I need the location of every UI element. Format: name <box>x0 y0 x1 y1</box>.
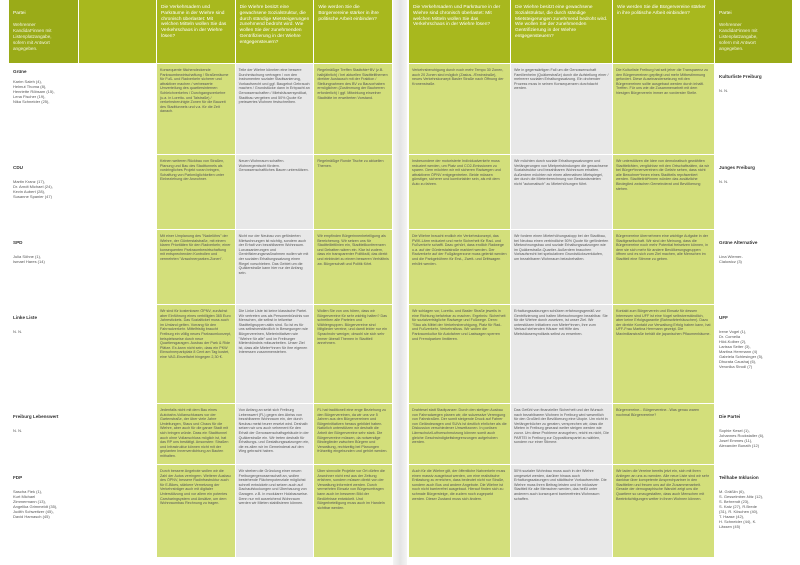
party-members: N. N. <box>13 328 23 334</box>
answer-gentrification: Von Anfang an setzt sich Freiburg Lebenswert (FL) gegen den Abriss von bezahlbarem Wohnraum ein, der durch Neubau meist teurer ersetzt wird. Deshalb setzen wir uns auch vehement für den Erhalt der Genossenschaftsgebäude in der Quäkerstraße ein. Wir treten deshalb für Erhaltungs- und Gestaltungssatzungen ein, die es allen wir im Gemeinderat auf den Weg gebracht haben. <box>235 404 314 464</box>
header-party-cell <box>714 0 792 63</box>
answer-gentrification: Das Gefühl von finanzieller Sicherheit und der Wunsch nach bezahlbarem Wohnen in Freiburg wird wesentlich für den Großteil der Bevölkerung eine Utopie. Um nicht in Verlängerbücher zu geraten, versprechen wir, dass die Mieten in Freiburg gewusst weiter steigen werden wie zuvor. Um diese Probleme anzugehen, reicht es nicht, Die PARTEI in Freiburg zur Oppositionspartei zu wählen, sondern nur einer Stimme. <box>510 404 612 464</box>
header-question-1: Die Verkehrsadern und Parkräume in der Wiehre sind chronisch überlastet: Mit welchen Mitteln wollen Sie das Verkehrschaos in der Wiehre lösen? <box>408 0 510 63</box>
header-party-subtitle: Wehrenner Kandidat*innen mit Listenplatzangabe, sofern mit Antwort angegeben. <box>719 22 758 51</box>
answer-citizens: Regelmäßige Runde Tische zu aktuellen Themen. <box>313 155 392 229</box>
party-cell <box>8 155 156 229</box>
party-cell <box>714 64 792 154</box>
answer-gentrification: 50% sozialer Wohnbau muss auch in der Wiehre umgesetzt werden, darüber hinaus auch Erhaltungssatzungen und städtische Vorkaufsrechte. Die Wiehre muss ihren Beitrag leisten und im inklusiver Stadtteil für alle Menschen werden, das heißt unter anderem auch konsequent barrierefreies Wohnraum schaffen. <box>510 465 612 557</box>
answer-citizens: Wir unterstützen die Idee von demokratisch gewählten Stadtteilräten, verglichbar mit den Ortschaftsräten, da wir bei Bürger*innenvereinen die Gefahr sehen, dass nicht alle Bewohner*innen eines Stadtteils repräsentiert werden. Stadtteilrät*innen würden das zusätzliche Bindeglied zwischen Gemeinderat und Bevölkerung stehen. <box>612 155 714 229</box>
answer-citizens: Kontakt zum Bürgerverein und Einsatz für dessen Interessen sind UFF ist eine Vogel selbstverständlich, aber keine Erfolgsgarantie (Bahnwärterhäuschen). Dazu der direkte Kontakt zur Verwaltung Erfolg haben kann, hat UFF-Frau Martina Herrmann gezeigt. Die Maximilianstraße behält die japanischen Pflaumenbäume. <box>612 305 714 403</box>
answer-citizens: Wollen Sie von uns hören, dass wir Bürgervereine für sehr wichtig halten? Das schreiben alle Parteien und Wählergruppen. Bürgervereine sind Mitglieder vereine, und damit leider nur ein Sprachrohr weniger, obwohl sie sich sehr immer überall Themen in Stadtteil annehmen. <box>313 305 392 403</box>
answer-gentrification: Wir streben die Gründung einer neuen Freiburgergenossenschaft an, wollen bestehende Flächenpotenziale möglichst schnell entwickeln und setzen auch auf Dachaufstockungen und Überbauung von Garagen. z.B. in modularer Holzbauweise. Denn nur mit ausreichend Wohnraum werden wir Mieten stabilisieren können. <box>235 465 314 557</box>
answer-citizens: Bürgervereine übernehmen eine wichtige Aufgabe in der Stadtgesellschaft. Wir sind der Meinung, dass die Bürgervereine noch mehr Potential freisetzen können, in dem sie sich mehr für andere Bevölkerungsgruppen öffnen und es sich zum Ziel machen, alle Menschen im Stadtteil eine Stimme zu geben. <box>612 230 714 304</box>
party-members: N. N. <box>13 427 23 433</box>
book-gutter <box>393 0 407 565</box>
answer-gentrification: Wir fordern einen Mieterhöhungsstopp bei der Stadtbau, bei Neubau einen verbindliche 50% Quote für geförderten Mietwohnungsbau und soziale Erhaltungssatzungen wie im Quäkerstraße-Quartier. Außerdem brauchen Vorkaufsrecht bei spekulativen Grundstücksverkäufen, um bezahlbaren Wohnraum beizubehalten. <box>510 230 612 304</box>
answer-gentrification: Neuen Wohnraum schaffen. Wohnergemischt fördern. Genossenschaftliches Bauen unterstützen. <box>235 155 314 229</box>
right-page <box>408 0 792 565</box>
answer-gentrification: Die Linke Liste ist keine klassische Partei. Wir vertreten uns als Personenbündnis von Menschen, die selbst in teilweise Stadtteilgruppen aktiv sind. So ist es für uns selbstverständlich in Bewegungen wie Bürgervereinen, Mieterinitiativen wie "Wiehre für alle" und im Freiburger Mietenbündnis mitzuarbeiten. Unser Ziel ist, dass alle Mieter*innen für ihre eigenen Interessen zusammenstehen. <box>235 305 314 403</box>
answer-citizens: Die Kulturliste Freiburg hat seit jeher die Transparenz zu den Bürgervereinen gepflegt und mehr Mitbestimmung gefordert. Diese Auseinandersetzung mit den Bürgervereinen sollte ausgebaut werden durch inhaltl. Treffen. Für uns wie die Zusammenarbeit mit dem hiesigen Bürgerverein immer an vorderster Stelle. <box>612 64 714 154</box>
answer-citizens: Regelmäßige Treffen Stadträte+BV (z.B. halbjährlich) / bei aktuellen Stadtteilthemen direkter Austausch mit der Fraktion / Stellungnahmen des BV zu Bauvorhaben ermöglichen (Zustimmung der Bauherren erforderlich) / ggf. Mitwirkung einzelner Stadträte im erweiterten Vorstand. <box>313 64 392 154</box>
header-party-subtitle: Wehrenner Kandidat*innen mit Listenplatzangabe, sofern mit Antwort angegeben. <box>13 22 52 51</box>
party-name: UFF <box>719 314 728 320</box>
party-cell <box>714 230 792 304</box>
party-members: Julia Söhne (1), Ismael Hares (14) <box>13 253 45 264</box>
answer-traffic: Drahtesel statt Stadtpanzer. Durch den stetigen Ausbau von Fahrradwegen planen wir, die sukzessive Verengung von Fahrstraßen. Der somit steigende Druck auf Fahrer von Geländewagen und SUVs ist deutlich ehrlicher als die Diskussion verschiedener Umweltzonen. In porösen Lärmschutz/Luftverschmutzung können somit auch gleiche Geschwindigkeitsbegrenzungen aufgehoben werden. <box>408 404 510 464</box>
party-members: Karim Saleh (4), Helmut Thoma (8), Henriette Röbsam (15), Lena Fischer (19), Nika Schneider (25), <box>13 78 55 104</box>
party-name: Teilhabe Inklusion <box>719 474 759 480</box>
answer-traffic: Insbesondere der motorisierte Individualverkehr muss reduziert werden, um Platz und CO2-Emissionen zu sparen. Dem möchten wir mit sicheren Radwegen und attraktivem ÖPNV entgegentreten. Beide müssen günstiger, sicherer und komfortabler sein, als mit dem Auto zu fahren. <box>408 155 510 229</box>
header-party-cell <box>8 0 78 63</box>
answer-traffic: Auch für die Wiehre gilt, der öffentliche Nahverkehr muss einen massiv ausgebaut werden, um eine realistische Entlastung zu erreichen, dass bedeutet nicht nur Straße, sondern auch Bus und andere Angebote. Die Wiehre ist noch nicht barrierefrei ausgebaut. Hierauf finden sich zu schmale Bürgersteige, die zudem noch zugeparkt werden. Dieser Zustand muss sich ändern. <box>408 465 510 557</box>
party-cell <box>8 404 156 464</box>
answer-gentrification: Wir möchten durch soziale Erhaltungssatzungen und Verlängerungen von Mietpreisbindungen die gewachsene Sozialstruktur und bezahlbaren Wohnraum erhalten. Außerdem möchten wir einen alternativen Mietspiegel, der durch die Mieterberechnung von Bestandsmieten nicht "automatisch" zu Mieterhöhungen führt. <box>510 155 612 229</box>
party-members: Lina Wiemer- Cialowicz (3) <box>719 253 743 264</box>
party-cell <box>8 305 156 403</box>
answer-citizens: Wir laden die Vereine bereits jetzt ein, sich mit ihren Anliegen an uns zu wenden. Alle neue Liste sind wir sehr dankbar über kompetente Ansprechpartner in den Stadtteilen und freuen uns auf die Zusammenarbeit. Gerade der demographische Wandel zeigt uns die Quartiere so umzugestalten, dass auch Menschen mit Beeinträchtigungen weiter in ihnen Wohnen können. <box>612 465 714 557</box>
party-members: N. N. <box>719 178 729 184</box>
header-question-2: Die Wiehre besitzt eine gewachsene Sozialstruktur, die durch ständige Mietsteigerungen zunehmend bedroht wird. Wie wollen Sie der zunehmenden Gentrifizierung in der Wiehre entgegensteuern? <box>235 0 314 63</box>
party-name: CDU <box>13 164 23 170</box>
party-cell <box>714 305 792 403</box>
answer-traffic: Wir schlagen vor, Loretto- und Basler Straße jeweils in eine Richtung befahrbar zu machen. Ergebnis: Sicherheit für sozialverträgliche Radwege und Fußwege. Denn: "Stau als Mittel der Verkehrsberuhigung, Platz für Rad- und Fußverkehr, Verkehrsfluss. Wir wollen die Parkraumkultur für Autofahrer und Lastwagen sperren und Fremdparken limitieren. <box>408 305 510 403</box>
party-cell <box>714 404 792 464</box>
party-name: Kulturliste Freiburg <box>719 73 762 79</box>
answer-traffic: Keinen weiteren Rückbau von Straßen, Planung und Bau des Stadttunnels als vordringliches Projekt voran bringen, Schaffung von Parkmöglichkeiten unter Einbeziehung der Anwohner. <box>156 155 235 229</box>
header-party-title: Partei <box>719 10 732 16</box>
party-members: Sascha Fiek (1), Kurt Michael Zimmermann (13), Angelika Grimmeldt (35), Judith Schweitzer (45), David Harnasch (45) <box>13 488 58 520</box>
header-question-3: Wie werden Sie die Bürgervereine stärker in ihre politische Arbeit einbinden? <box>612 0 714 63</box>
party-name: Junges Freiburg <box>719 164 755 170</box>
answer-traffic: Jedenfalls nicht mit dem Bau eines Autobahn-Vollanschlusses vor der Gartenstraße, der über viele Jahre Umleitungen, Staus und Chaos für die Wiehre, aber auch für die ganze Stadt mit sich bringen würde. Dass ein Stadttunnel auch ohne Vollanschluss möglich ist, hat das RP uns bestätigt. Ansonsten: Straßen und Infrastruktur können nicht mit der geplanten Innenverdichtung an Bauten mithalten. <box>156 404 235 464</box>
party-name: Die Partei <box>719 413 741 419</box>
answer-citizens: Bürgervereine... Bürgervereine...Was genau waren nochmal Bürgervereine? <box>612 404 714 464</box>
party-name: Linke Liste <box>13 314 37 320</box>
answer-gentrification: Teile der Wiehre könnten eine bessere Durchmischung vertragen / von den Instrumenten sozialer Stadtsanierung, Vorkaufsrecht und ggf. Baugebot Gebrauch machen / Grundstücke dann in Erbpacht an Genossenschaften / Mietshäusersyndikat, Stadtbau vergeben und 50% Quote für preiswertes Wohnen festschreiben. <box>235 64 314 154</box>
answer-citizens: FL hat traditionell eine enge Beziehung zu den Bürgervereinen, da wir uns vor 5 Jahren aus den Bürgervereinen und Bürgerinitiativen heraus gebildet haben. Natürlich unterstützen wir deshalb die Arbeit der Bürgervereine sehr stark. Die Bürgervereine müssen, da notwendige Bindeglieder zwischen Bürgern und Verwaltung, rechtzeitig bei Planungen frühzeitig eingebunden und gehört werden. <box>313 404 392 464</box>
party-cell <box>714 465 792 557</box>
header-spacer <box>78 0 156 63</box>
answer-gentrification: Erhaltungssatzungen schützen erfahrungsgemäß vor Gentrifizierung und halten Mietwohnungen bezahlbar. Sie für die Wiehre durch zusetzen, ist unser Ziel. Wir unterstützen Initiativen von Mieter*innen, ihre zum Verkauf stehenden Häuser mit Hilfe des Mietshäusersyndikats selbst zu erwerben. <box>510 305 612 403</box>
header-question-1: Die Verkehrsadern und Parkräume in der Wiehre sind chronisch überlastet: Mit welchen Mitteln wollen Sie das Verkehrschaos in der Wiehre lösen? <box>156 0 235 63</box>
party-members: N. N. <box>719 87 729 93</box>
answer-citizens: Wir empfinden Bürgerinnenbeteiligung als Bereicherung. Wir setzen uns für Stadtteilleitlinien ein, Stadtteilkonferenzen und Debatten wären ein. Klar ist zudem, dass ein transparenter Politikstil, das direkt und einbindet zu einem besseren Verhältnis zw. Bürgerschaft und Politik führt. <box>313 230 392 304</box>
header-party-title: Partei <box>13 10 26 16</box>
header-question-3: Wie werden Sie die Bürgervereine stärker in ihre politische Arbeit einbinden? <box>313 0 392 63</box>
answer-traffic: Verkehrsberuhigung durch noch mehr Tempo 30 Zonen, auch 20 Zonen sind möglich (Zasius- /Erwinstraße), neues Verkehrskonzept Basler Straße nach Öffnung der Kronenstraße. <box>408 64 510 154</box>
answer-traffic: Wir sind für kostenlosen ÖPNV, zunächst aber Einführung eines verbilligten 365 Euro Jahrestickets. Das Sozialticket muss auch im Umland gelten. Vorrang für den Fahrradverkehr. Mittelfristig braucht Freiburg ein völlig neues Parkraumkonzept, beispielsweise durch neue Quartiersgaragen. Ausbau der Park & Ride Plätze. Ex-kann nicht sein, dass ein PKW Einwohnerparkplatz 8 Cent am Tag kostet, eine VAG-Einzelfahrt hingegen 2,30 €. <box>156 305 235 403</box>
answer-traffic: Konsequente flächendeckende Parkraumbewirtschaftung / Straßenräume für Fuß- und Radverkehr sicherer und attraktiver machen / verbesserte Umverteilung des quartiersinternen Schleichverkehrs / Durchgangsverkehre (u.a. in Loretto- und Talstraße) / verkehrsberuhigte Zonen für die Bauzeit des Stadttunnels und v.a. für die Zeit danach. <box>156 64 235 154</box>
answer-traffic: Mit einer Umplanung des "Nadelöhrs" der Wiehre, der Günterstalstraße, mit einem klaren Prioritäten für den Radverkehr, einer konsequenten Parkraumbewirtschaftung mit entsprechenden Kontrollen und vermehrten "Anwohnerparken-Zonen". <box>156 230 235 304</box>
answer-citizens: Über sinnvolle Projekte vor Ort dürfen die Anwohner nicht erst aus der Zeitung erfahren, sondern müssen direkt von der Verwaltung informiert werden. Durch vermehrten Einsatz von Bürgerumfragen kann auch im besseren Bild der Bedürfnisse entwickelt. Und Bürgerbeteiligung muss auch im Handeln sichtbar werden. <box>313 465 392 557</box>
party-members: M. Gräßlin (6), S. Gesselmber-Nitz (12), S. Behrendt (23), S. Katz (27), R.Brede (31), R. Köschen (40), T. Haase (42), H. Schneider (44), K. Lässen (45) <box>719 488 764 530</box>
header-question-2: Die Wiehre besitzt eine gewachsene Sozialstruktur, die durch ständige Mietsteigerungen zunehmend bedroht wird. Wie wollen Sie der zunehmenden Gentrifizierung in der Wiehre entgegensteuern? <box>510 0 612 63</box>
party-name: Grüne Alternative <box>719 239 758 245</box>
party-cell <box>714 155 792 229</box>
party-name: FDP <box>13 474 23 480</box>
party-name: SPD <box>13 239 23 245</box>
party-members: Martin Kranz (17), Dr. Arndt Michael (24), Kevin Aubert (28), Susanne Spanier (47) <box>13 178 53 200</box>
party-cell <box>8 230 156 304</box>
party-members: Sophie Kesel (1), Johannes Rockstaller (6), Josef Emmes (11), Alexander Bunath (12) <box>719 427 765 449</box>
party-cell <box>8 465 156 557</box>
party-name: Grüne <box>13 69 27 74</box>
answer-traffic: Die Wiehre braucht endlich ein Verkehrskonzept, das PWK-Lärm reduziert und mehr Sicherheit für Rad- und Fußverkehr schafft. Dazu gehört, dass endlich Radwege u.a. auf der Günterstalstraße markiert werden. Der Radverkehr auf der Fußgängerzone muss gelenkt werden und die Parkgebühren für Erst-, Zweit- und Drittwagen erhöht werden. <box>408 230 510 304</box>
party-members: Irene Vogel (1), Dr. Cornelia Höd-Kolber (2), Larissa Seiter (3), Martina Herrmann (4) Gabriela Schlesinger (5), Dhurata Caushaj (6), Veronika Strodl (7) <box>719 328 764 370</box>
answer-traffic: Durch bessere Angebote wollen wir die Zahl der Autos verringern. Weiterer Ausbau des ÖPNV, bessere Radinfrastruktur auch für E-Bikes, stärkere Vernetzung der Verkehrsträger auch mit digitaler Unterstützung und vor allem ein potentes Carsharingsystem und Ansätze, um dem Wohnraumbau Rechnung zu tragen. <box>156 465 235 557</box>
answer-gentrification: Nicht nur der Neubau von geförderten Mietwohnungen ist wichtig, sondern auch der Erhalt von bezahlbarem Wohnraum. Luxussanierungen und Gentrifizierungsmaßnahmen wollen wir mit der sozialen Erhaltungssatzung einen Riegel vorschieben. Das Gebiet um die Quäkerstraße kann hier nur der Anfang sein. <box>235 230 314 304</box>
answer-gentrification: Wie in gegenwärtigen Fall um die Genossenschaft Familienheim (Quäkerstraße) durch die Aufstellung einer / mehrerer sozialen Erhaltungssatzung. Ein drohender Prozess muss in seinen Konsequenzen durchdacht werden. <box>510 64 612 154</box>
left-page <box>8 0 392 565</box>
party-cell <box>8 64 156 154</box>
party-name: Freiburg Lebenswert <box>13 413 59 419</box>
